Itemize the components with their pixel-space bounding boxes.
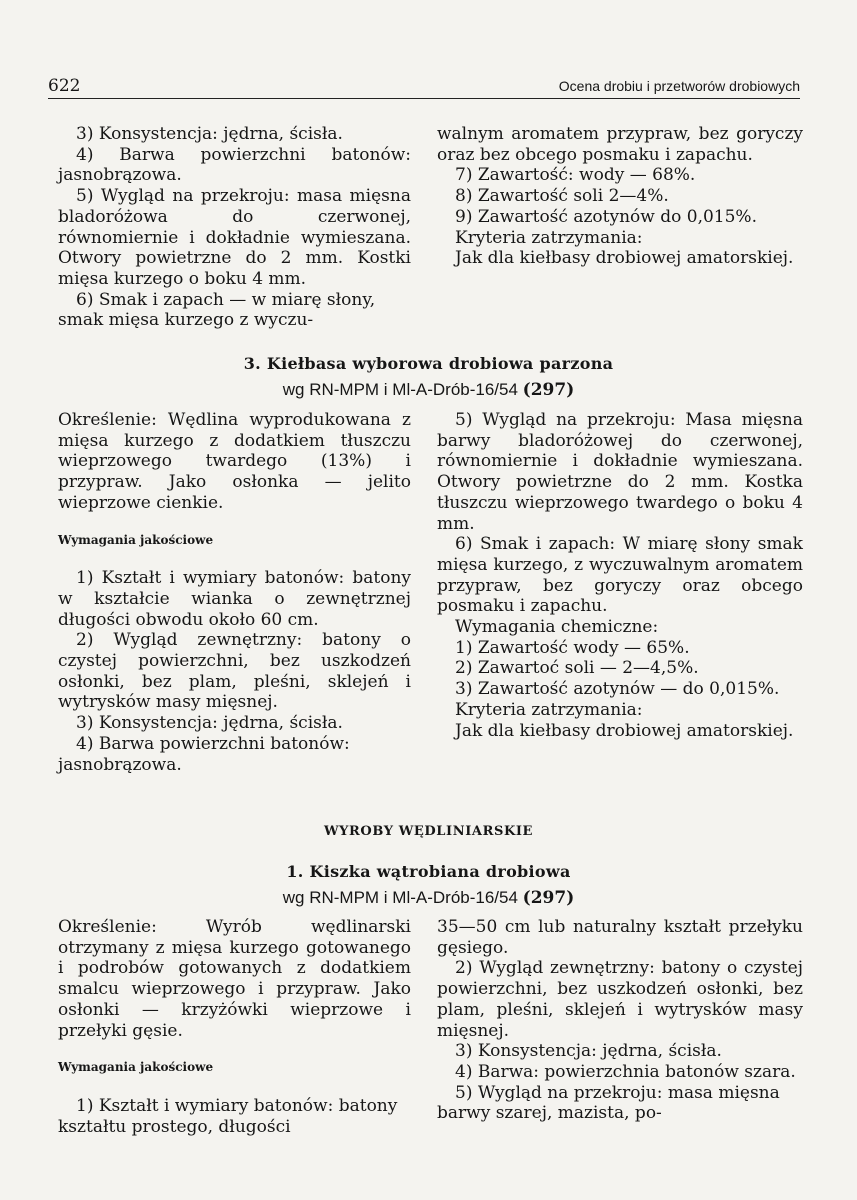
paragraph: 7) Zawartość: wody — 68%.: [455, 165, 696, 186]
block1-left-column: [58, 124, 411, 331]
section-title: 1. Kiszka wątrobiana drobiowa: [286, 862, 571, 881]
paragraph: 1) Zawartość wody — 65%.: [455, 637, 690, 658]
paragraph: 3) Konsystencja: jędrna, ścisła.: [76, 713, 343, 734]
source-reference: (297): [522, 380, 575, 400]
paragraph: Jak dla kiełbasy drobiowej amatorskiej.: [455, 720, 794, 741]
paragraph: Jak dla kiełbasy drobiowej amatorskiej.: [455, 248, 794, 269]
paragraph: 1) Kształt i wymiary batonów: batony kształtu prostego, długości: [58, 1095, 398, 1137]
paragraph: 3) Konsystencja: jędrna, ścisła.: [455, 1041, 722, 1062]
paragraph: 4) Barwa powierzchni batonów: jasnobrązowa.: [58, 144, 411, 186]
paragraph: 2) Wygląd zewnętrzny: batony o czystej powierzchni, bez uszkodzeń osłonki, bez plam, pleśni, sklejeń i wytrysków masy mięsnej.: [437, 958, 803, 1041]
section3-left-column: [58, 410, 411, 775]
paragraph: 5) Wygląd na przekroju: Masa mięsna barwy bladoróżowej do czerwonej, równomiernie i dokładnie wymieszana. Otwory powietrzne do 2 mm. Kostka tłuszczu wieprzowego twardego o boku 4 mm.: [437, 410, 803, 534]
paragraph: 5) Wygląd na przekroju: masa mięsna bladoróżowa do czerwonej, równomiernie i dokładnie wymieszana. Otwory powietrzne do 2 mm. Kostki mięsa kurzego o boku 4 mm.: [58, 186, 411, 289]
definition-paragraph: Określenie: Wyrób wędlinarski otrzymany z mięsa kurzego gotowanego i podrobów gotowanych z dodatkiem smalcu wieprzowego i przypraw. Jako osłonki — krzyżówki wieprzowe i przełyki gęsie.: [58, 917, 411, 1041]
section-title: 3. Kiełbasa wyborowa drobiowa parzona: [243, 354, 614, 373]
paragraph: 5) Wygląd na przekroju: masa mięsna barwy szarej, mazista, po-: [437, 1082, 780, 1124]
paragraph: 6) Smak i zapach — w miarę słony, smak mięsa kurzego z wyczu-: [58, 289, 376, 331]
paragraph: 2) Wygląd zewnętrzny: batony o czystej powierzchni, bez uszkodzeń osłonki, bez plam, pleśni, sklejeń i wytrysków masy mięsnej.: [58, 630, 411, 713]
paragraph: 1) Kształt i wymiary batonów: batony w kształcie wianka o zewnętrznej długości obwodu około 60 cm.: [58, 568, 411, 630]
section3-right-column: [437, 410, 803, 741]
paragraph: Kryteria zatrzymania:: [455, 699, 643, 720]
subheading: Wymagania jakościowe: [58, 1060, 214, 1075]
running-title: Ocena drobiu i przetworów drobiowych: [558, 78, 800, 94]
subheading: Wymagania jakościowe: [58, 532, 214, 547]
paragraph: 6) Smak i zapach: W miarę słony smak mięsa kurzego, z wyczuwalnym aromatem przypraw, bez goryczy oraz obcego posmaku i zapachu.: [437, 534, 803, 617]
paragraph: 3) Zawartość azotynów — do 0,015%.: [455, 679, 780, 700]
source-standard: wg RN-MPM i Ml-A-Drób-16/54: [282, 380, 518, 399]
paragraph: 4) Barwa: powierzchnia batonów szara.: [455, 1061, 796, 1082]
page-number: 622: [48, 76, 81, 96]
source-standard: wg RN-MPM i Ml-A-Drób-16/54: [282, 888, 518, 907]
chapter-heading: WYROBY WĘDLINIARSKIE: [323, 824, 534, 839]
paragraph: walnym aromatem przypraw, bez goryczy oraz bez obcego posmaku i zapachu.: [437, 124, 803, 165]
section-source: [0, 888, 857, 908]
block1-right-column: [437, 124, 803, 269]
paragraph: 8) Zawartość soli 2—4%.: [455, 186, 669, 207]
paragraph: 2) Zawartoć soli — 2—4,5%.: [455, 658, 699, 679]
paragraph: 3) Konsystencja: jędrna, ścisła.: [76, 124, 343, 144]
wyroby-right-column: [437, 917, 803, 1124]
paragraph: Wymagania chemiczne:: [455, 617, 659, 638]
paragraph: 9) Zawartość azotynów do 0,015%.: [455, 206, 757, 227]
definition-paragraph: Określenie: Wędlina wyprodukowana z mięsa kurzego z dodatkiem tłuszczu wieprzowego twardego (13%) i przypraw. Jako osłonka — jelito wieprzowe cienkie.: [58, 410, 411, 513]
section-source: [0, 380, 857, 400]
paragraph: 35—50 cm lub naturalny kształt przełyku gęsiego.: [437, 917, 803, 958]
paragraph: Kryteria zatrzymania:: [455, 227, 643, 248]
page-header: [48, 74, 800, 99]
wyroby-left-column: [58, 917, 411, 1137]
paragraph: 4) Barwa powierzchni batonów: jasnobrązowa.: [58, 733, 350, 775]
source-reference: (297): [522, 888, 575, 908]
